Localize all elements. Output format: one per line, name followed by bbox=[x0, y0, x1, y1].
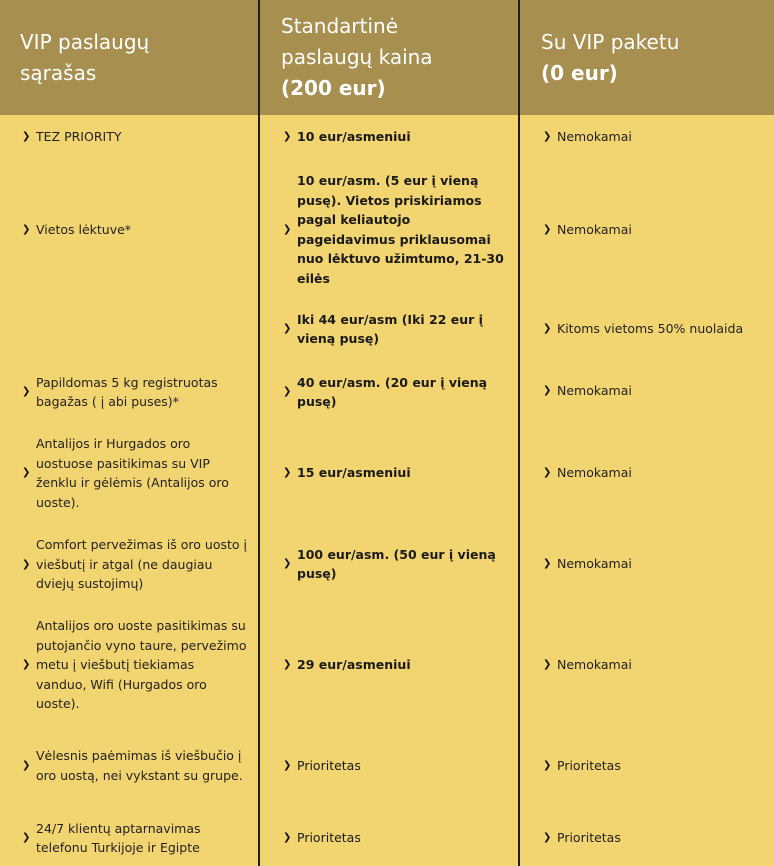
row-7-service: ❯ Vėlesnis paėmimas iš viešbučio į oro uostą, nei vykstant su grupe. bbox=[22, 748, 243, 783]
row-7-vip: ❯ Prioritetas bbox=[543, 756, 771, 776]
chevron-right-icon: ❯ bbox=[543, 467, 552, 479]
header-services-line1: VIP paslaugų bbox=[20, 29, 150, 54]
header-standard-line3: (200 eur) bbox=[281, 76, 386, 100]
chevron-right-icon: ❯ bbox=[543, 223, 552, 235]
chevron-right-icon: ❯ bbox=[22, 759, 31, 771]
row-4-standard: ❯ 15 eur/asmeniui bbox=[283, 463, 508, 483]
row-7-standard: ❯ Prioritetas bbox=[283, 756, 508, 776]
chevron-right-icon: ❯ bbox=[543, 131, 552, 143]
chevron-right-icon: ❯ bbox=[543, 323, 552, 335]
header-standard-price bbox=[281, 0, 511, 115]
row-0-vip: ❯ Nemokamai bbox=[543, 127, 771, 147]
row-6-vip: ❯ Nemokamai bbox=[543, 655, 771, 675]
chevron-right-icon: ❯ bbox=[543, 558, 552, 570]
chevron-right-icon: ❯ bbox=[543, 385, 552, 397]
header-services bbox=[20, 0, 250, 115]
chevron-right-icon: ❯ bbox=[283, 131, 292, 143]
row-8-service: ❯ 24/7 klientų aptarnavimas telefonu Turkijoje ir Egipte bbox=[22, 820, 201, 855]
row-8-vip: ❯ Prioritetas bbox=[543, 828, 771, 848]
chevron-right-icon: ❯ bbox=[283, 832, 292, 844]
chevron-right-icon: ❯ bbox=[543, 659, 552, 671]
row-5-service: ❯ Comfort pervežimas iš oro uosto į viešbutį ir atgal (ne daugiau dviejų sustojimų) bbox=[22, 537, 247, 592]
chevron-right-icon: ❯ bbox=[283, 323, 292, 335]
header-standard-line1: Standartinė bbox=[281, 14, 399, 38]
chevron-right-icon: ❯ bbox=[22, 386, 31, 398]
header-services-line2: sąrašas bbox=[20, 60, 97, 85]
row-5-vip: ❯ Nemokamai bbox=[543, 554, 771, 574]
row-4-vip: ❯ Nemokamai bbox=[543, 463, 771, 483]
chevron-right-icon: ❯ bbox=[22, 832, 31, 844]
chevron-right-icon: ❯ bbox=[283, 223, 292, 235]
row-6-standard: ❯ 29 eur/asmeniui bbox=[283, 655, 508, 675]
column-divider-1 bbox=[258, 0, 260, 866]
chevron-right-icon: ❯ bbox=[22, 131, 31, 143]
chevron-right-icon: ❯ bbox=[22, 558, 31, 570]
chevron-right-icon: ❯ bbox=[283, 386, 292, 398]
chevron-right-icon: ❯ bbox=[283, 467, 292, 479]
chevron-right-icon: ❯ bbox=[22, 467, 31, 479]
chevron-right-icon: ❯ bbox=[543, 760, 552, 772]
table-header bbox=[0, 0, 774, 115]
row-6-service: ❯ Antalijos oro uoste pasitikimas su putojančio vyno taure, pervežimo metu į viešbutį tiekiamas vanduo, Wifi (Hurgados oro uoste). bbox=[22, 618, 247, 712]
row-0-service: ❯ TEZ PRIORITY bbox=[22, 127, 247, 147]
row-3-standard: ❯ 40 eur/asm. (20 eur į vieną pusę) bbox=[283, 374, 488, 409]
row-1-service: ❯ Vietos lėktuve* bbox=[22, 171, 247, 288]
row-5-standard: ❯ 100 eur/asm. (50 eur į vieną pusę) bbox=[283, 546, 496, 581]
row-2-standard: ❯ Iki 44 eur/asm (Iki 22 eur į vieną pusę) bbox=[283, 311, 483, 346]
header-vip-line1: Su VIP paketu bbox=[541, 29, 680, 54]
row-3-vip: ❯ Nemokamai bbox=[543, 381, 771, 401]
header-standard-line2: paslaugų kaina bbox=[281, 45, 433, 69]
row-3-service: ❯ Papildomas 5 kg registruotas bagažas ( į abi puses)* bbox=[22, 374, 218, 409]
chevron-right-icon: ❯ bbox=[22, 223, 31, 235]
chevron-right-icon: ❯ bbox=[543, 832, 552, 844]
row-1-standard: ❯ 10 eur/asm. (5 eur į vieną pusę). Vietos priskiriamos pagal keliautojo pageidavimus priklausomai nuo lėktuvo užimtumo, 21-30 eilės bbox=[283, 173, 504, 286]
row-8-standard: ❯ Prioritetas bbox=[283, 828, 508, 848]
row-4-service: ❯ Antalijos ir Hurgados oro uostuose pasitikimas su VIP ženklu ir gėlėmis (Antalijos oro uoste). bbox=[22, 436, 229, 510]
chevron-right-icon: ❯ bbox=[283, 760, 292, 772]
chevron-right-icon: ❯ bbox=[22, 659, 31, 671]
row-0-standard: ❯ 10 eur/asmeniui bbox=[283, 127, 508, 147]
chevron-right-icon: ❯ bbox=[283, 558, 292, 570]
column-divider-2 bbox=[518, 0, 520, 866]
header-vip-line2: (0 eur) bbox=[541, 60, 618, 85]
chevron-right-icon: ❯ bbox=[283, 659, 292, 671]
header-vip-package bbox=[541, 0, 771, 115]
row-1-vip: ❯ Nemokamai bbox=[543, 171, 771, 288]
row-2-vip: ❯ Kitoms vietoms 50% nuolaida bbox=[543, 319, 771, 339]
